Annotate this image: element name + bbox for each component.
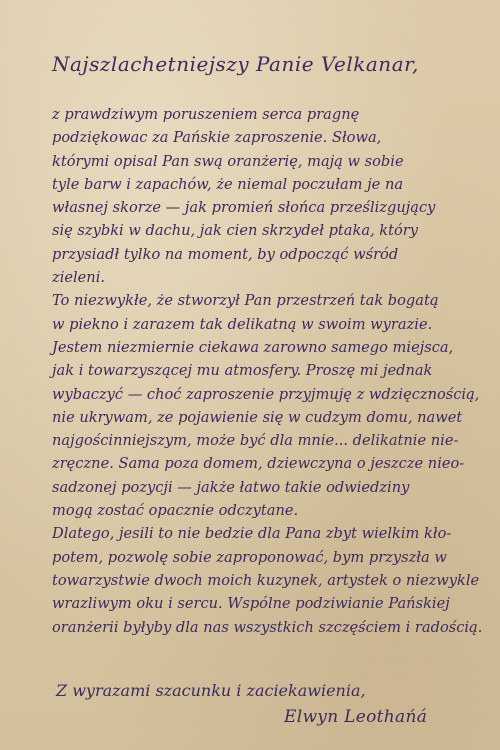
- letter-line: w piekno i zarazem tak delikatną w swoim wyrazie.: [52, 315, 433, 333]
- letter-line: własnej skorze — jak promień słońca prześlizgujący: [52, 199, 436, 217]
- letter-signature: Elwyn Leothańá: [284, 707, 428, 727]
- letter-line: zieleni.: [52, 269, 106, 287]
- letter-line: jak i towarzyszącej mu atmosfery. Proszę mi jednak: [52, 362, 433, 380]
- letter-line: się szybki w dachu, jak cien skrzydeł ptaka, który: [52, 222, 419, 240]
- letter-line: potem, pozwolę sobie zaproponować, bym przyszła w: [52, 548, 447, 566]
- letter-body: [52, 103, 492, 639]
- letter-line: tyle barw i zapachów, że niemal poczułam je na: [52, 175, 404, 193]
- letter-closing: Z wyrazami szacunku i zaciekawienia,: [56, 681, 366, 700]
- letter-line: wrazliwym oku i sercu. Wspólne podziwianie Pańskiej: [52, 595, 450, 613]
- letter-greeting: Najszlachetniejszy Panie Velkanar,: [52, 52, 419, 76]
- letter-line: sadzonej pozycji — jakże łatwo takie odwiedziny: [52, 478, 410, 496]
- letter-line: To niezwykłe, że stworzył Pan przestrzeń tak bogatą: [52, 292, 439, 310]
- letter-line: najgościnniejszym, może być dla mnie... delikatnie nie-: [52, 432, 459, 450]
- letter-line: z prawdziwym poruszeniem serca pragnę: [52, 106, 360, 123]
- letter-line: nie ukrywam, ze pojawienie się w cudzym domu, nawet: [52, 408, 463, 426]
- letter-line: podziękowac za Pańskie zaproszenie. Słowa,: [52, 129, 382, 147]
- letter-line: Dlatego, jesili to nie bedzie dla Pana zbyt wielkim kło-: [52, 525, 452, 543]
- letter-line: mogą zostać opacznie odczytane.: [52, 502, 299, 520]
- letter-line: Jestem niezmiernie ciekawa zarowno samego miejsca,: [52, 338, 454, 356]
- letter-line: oranżerii byłyby dla nas wszystkich szczęściem i radością.: [52, 618, 483, 636]
- letter-line: wybaczyć — choć zaproszenie przyjmuję z wdzięcznością,: [52, 385, 480, 403]
- letter-line: którymi opisal Pan swą oranżerię, mają w sobie: [52, 152, 404, 170]
- letter-line: przysiadł tylko na moment, by odpocząć wśród: [52, 245, 399, 263]
- letter-line: zręczne. Sama poza domem, dziewczyna o jeszcze nieo-: [52, 455, 465, 473]
- letter-line: towarzystwie dwoch moich kuzynek, artystek o niezwykle: [52, 571, 480, 589]
